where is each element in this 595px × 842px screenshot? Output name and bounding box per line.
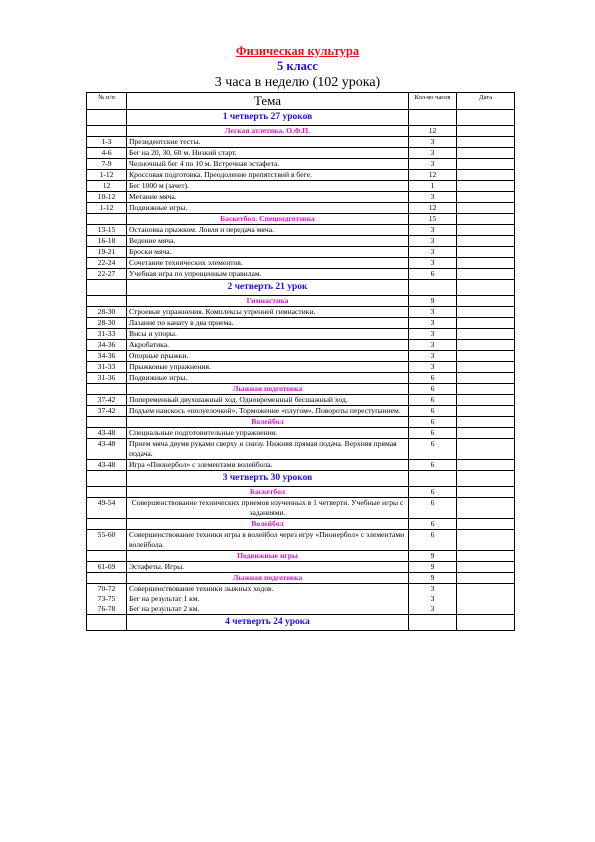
num-cell: 1-3 xyxy=(87,137,127,148)
table-row xyxy=(87,247,515,258)
date-cell xyxy=(457,439,515,460)
section-row xyxy=(87,417,515,428)
header-qty: Кол-во часов xyxy=(409,93,457,110)
table-row xyxy=(87,460,515,471)
header-date: Дата xyxy=(457,93,515,110)
num-cell xyxy=(87,471,127,487)
num-cell xyxy=(87,519,127,530)
qty-cell: 12 xyxy=(409,203,457,214)
num-cell: 4-6 xyxy=(87,148,127,159)
date-cell xyxy=(457,487,515,498)
table-row xyxy=(87,258,515,269)
qty-cell: 6 xyxy=(409,460,457,471)
topic-cell: Акробатика. xyxy=(127,340,409,351)
date-cell xyxy=(457,373,515,384)
qty-cell: 6 xyxy=(409,439,457,460)
lesson-topic: Совершенствование техники лыжных ходов. xyxy=(129,584,274,593)
date-cell xyxy=(457,307,515,318)
qty-cell: 9 xyxy=(409,551,457,562)
table-row xyxy=(87,181,515,192)
num-cell: 28-30 xyxy=(87,307,127,318)
table-row xyxy=(87,159,515,170)
qty-cell xyxy=(409,110,457,126)
date-cell xyxy=(457,296,515,307)
table-row xyxy=(87,203,515,214)
qty-cell: 6 xyxy=(409,269,457,280)
topic-cell: Ведение мяча. xyxy=(127,236,409,247)
date-cell xyxy=(457,471,515,487)
topic-cell: Метание мяча. xyxy=(127,192,409,203)
qty-cell: 6 xyxy=(409,498,457,519)
date-cell xyxy=(457,214,515,225)
num-cell: 16-18 xyxy=(87,236,127,247)
date-cell xyxy=(457,530,515,551)
topic-cell: Президентские тесты. xyxy=(127,137,409,148)
qty-cell: 6 xyxy=(409,417,457,428)
section-row xyxy=(87,384,515,395)
qty-cell: 3 xyxy=(409,329,457,340)
topic-cell: Остановка прыжком. Ловля и передача мяча. xyxy=(127,225,409,236)
date-cell xyxy=(457,247,515,258)
qty-cell: 6 xyxy=(409,384,457,395)
qty-cell: 3 xyxy=(409,236,457,247)
table-row xyxy=(87,584,515,615)
qty-cell xyxy=(409,584,457,615)
qty-cell: 15 xyxy=(409,214,457,225)
lesson-plan-table xyxy=(86,92,515,631)
num-cell xyxy=(87,126,127,137)
qty-cell: 9 xyxy=(409,573,457,584)
num-cell: 31-36 xyxy=(87,373,127,384)
qty-cell: 6 xyxy=(409,519,457,530)
subject-title: Физическая культура xyxy=(235,44,360,58)
num-cell: 7-9 xyxy=(87,159,127,170)
table-row xyxy=(87,498,515,519)
num-cell: 43-48 xyxy=(87,460,127,471)
section-row xyxy=(87,551,515,562)
num-cell xyxy=(87,214,127,225)
date-cell xyxy=(457,395,515,406)
qty-cell: 3 xyxy=(409,258,457,269)
quarter-row xyxy=(87,110,515,126)
topic-cell: Бег 1000 м (зачет). xyxy=(127,181,409,192)
table-row xyxy=(87,307,515,318)
num-cell: 13-15 xyxy=(87,225,127,236)
table-row xyxy=(87,428,515,439)
table-row xyxy=(87,148,515,159)
date-cell xyxy=(457,384,515,395)
qty-cell xyxy=(409,615,457,631)
date-cell xyxy=(457,148,515,159)
quarter-row xyxy=(87,615,515,631)
quarter-row xyxy=(87,280,515,296)
date-cell xyxy=(457,110,515,126)
num-cell: 19-21 xyxy=(87,247,127,258)
table-row xyxy=(87,318,515,329)
date-cell xyxy=(457,225,515,236)
num-cell: 34-36 xyxy=(87,340,127,351)
num-cell: 43-48 xyxy=(87,428,127,439)
num-cell: 55-60 xyxy=(87,530,127,551)
num-cell: 31-33 xyxy=(87,329,127,340)
section-title: Волейбол xyxy=(127,417,409,428)
table-row xyxy=(87,236,515,247)
topic-cell: Челночный бег 4 по 10 м. Встречная эстафета. xyxy=(127,159,409,170)
qty-cell: 9 xyxy=(409,296,457,307)
date-cell xyxy=(457,269,515,280)
qty-cell: 6 xyxy=(409,530,457,551)
table-row xyxy=(87,137,515,148)
topic-cell: Попеременный двухшажный ход. Одновременный бесшажный ход. xyxy=(127,395,409,406)
topic-cell: Подвижные игры. xyxy=(127,373,409,384)
table-row xyxy=(87,362,515,373)
num-cell: 37-42 xyxy=(87,406,127,417)
qty-cell: 3 xyxy=(409,340,457,351)
topic-cell xyxy=(127,584,409,615)
table-row xyxy=(87,269,515,280)
topic-cell: Прием мяча двумя руками сверху и снизу. Нижняя прямая подача. Верхняя прямая подача. xyxy=(127,439,409,460)
num-cell xyxy=(87,417,127,428)
qty-cell: 3 xyxy=(409,247,457,258)
date-cell xyxy=(457,181,515,192)
qty-cell xyxy=(409,280,457,296)
date-cell xyxy=(457,406,515,417)
qty-cell: 6 xyxy=(409,487,457,498)
num-cell: 10-12 xyxy=(87,192,127,203)
lesson-qty: 3 xyxy=(430,584,435,593)
qty-cell: 3 xyxy=(409,137,457,148)
section-title: Подвижные игры xyxy=(127,551,409,562)
num-cell xyxy=(87,584,127,615)
num-cell: 22-24 xyxy=(87,258,127,269)
quarter-title: 1 четверть 27 уроков xyxy=(127,110,409,126)
date-cell xyxy=(457,615,515,631)
qty-cell: 3 xyxy=(409,362,457,373)
section-title: Лыжная подготовка xyxy=(127,384,409,395)
topic-cell: Эстафеты. Игры. xyxy=(127,562,409,573)
section-title: Гимнастика xyxy=(127,296,409,307)
table-row xyxy=(87,329,515,340)
date-cell xyxy=(457,280,515,296)
qty-cell: 3 xyxy=(409,318,457,329)
table-head xyxy=(87,93,515,110)
date-cell xyxy=(457,340,515,351)
topic-cell: Подвижные игры. xyxy=(127,203,409,214)
date-cell xyxy=(457,562,515,573)
date-cell xyxy=(457,362,515,373)
section-title: Баскетбол xyxy=(127,487,409,498)
date-cell xyxy=(457,192,515,203)
topic-cell: Специальные подготовительные упражнения. xyxy=(127,428,409,439)
lesson-qty: 3 xyxy=(430,604,435,613)
lesson-topic: Бег на результат 2 км. xyxy=(129,604,200,613)
topic-cell: Лазание по канату в два приема. xyxy=(127,318,409,329)
qty-cell: 6 xyxy=(409,406,457,417)
qty-cell: 6 xyxy=(409,373,457,384)
table-row xyxy=(87,439,515,460)
table-body xyxy=(87,110,515,631)
qty-cell xyxy=(409,471,457,487)
topic-cell: Сочетание технических элементов. xyxy=(127,258,409,269)
topic-cell: Опорные прыжки. xyxy=(127,351,409,362)
quarter-title: 4 четверть 24 урока xyxy=(127,615,409,631)
lesson-num: 73-75 xyxy=(97,594,116,603)
date-cell xyxy=(457,170,515,181)
topic-cell: Кроссовая подготовка. Преодоление препятствий в беге. xyxy=(127,170,409,181)
num-cell xyxy=(87,280,127,296)
lesson-num: 70-72 xyxy=(97,584,116,593)
section-row xyxy=(87,126,515,137)
quarter-title: 2 четверть 21 урок xyxy=(127,280,409,296)
topic-cell: Учебная игра по упрощенным правилам. xyxy=(127,269,409,280)
qty-cell: 3 xyxy=(409,351,457,362)
num-cell: 1-12 xyxy=(87,170,127,181)
topic-cell: Подъем наискось «полуелочкой». Торможение «плугом». Повороты переступанием. xyxy=(127,406,409,417)
table-row xyxy=(87,406,515,417)
date-cell xyxy=(457,573,515,584)
num-cell: 28-30 xyxy=(87,318,127,329)
date-cell xyxy=(457,126,515,137)
qty-cell: 6 xyxy=(409,428,457,439)
num-cell: 61-69 xyxy=(87,562,127,573)
num-cell xyxy=(87,110,127,126)
date-cell xyxy=(457,519,515,530)
qty-cell: 12 xyxy=(409,170,457,181)
qty-cell: 6 xyxy=(409,395,457,406)
topic-cell: Висы и упоры. xyxy=(127,329,409,340)
section-title: Легкая атлетика. О.Ф.П. xyxy=(127,126,409,137)
section-row xyxy=(87,573,515,584)
date-cell xyxy=(457,428,515,439)
topic-cell: Строевые упражнения. Комплексы утренней гимнастики. xyxy=(127,307,409,318)
date-cell xyxy=(457,417,515,428)
grade-title: 5 класс xyxy=(277,59,318,73)
header-topic: Тема xyxy=(127,93,409,110)
num-cell xyxy=(87,296,127,307)
date-cell xyxy=(457,318,515,329)
table-row xyxy=(87,170,515,181)
topic-cell: Бег на 20, 30, 60 м. Низкий старт. xyxy=(127,148,409,159)
quarter-row xyxy=(87,471,515,487)
date-cell xyxy=(457,460,515,471)
hours-title: 3 часа в неделю (102 урока) xyxy=(214,75,381,90)
topic-cell: Прыжковые упражнения. xyxy=(127,362,409,373)
section-title: Лыжная подготовка xyxy=(127,573,409,584)
num-cell: 12 xyxy=(87,181,127,192)
date-cell xyxy=(457,351,515,362)
lesson-topic: Бег на результат 1 км. xyxy=(129,594,200,603)
qty-cell: 1 xyxy=(409,181,457,192)
num-cell xyxy=(87,384,127,395)
table-row xyxy=(87,192,515,203)
num-cell: 22-27 xyxy=(87,269,127,280)
qty-cell: 3 xyxy=(409,307,457,318)
qty-cell: 3 xyxy=(409,192,457,203)
section-title: Волейбол xyxy=(127,519,409,530)
topic-cell: Совершенствование техники игры в волейбол через игру «Пионербол» с элементами волейбола. xyxy=(127,530,409,551)
num-cell: 37-42 xyxy=(87,395,127,406)
num-cell: 1-12 xyxy=(87,203,127,214)
table-row xyxy=(87,225,515,236)
qty-cell: 3 xyxy=(409,148,457,159)
num-cell: 43-48 xyxy=(87,439,127,460)
num-cell: 31-33 xyxy=(87,362,127,373)
table-row xyxy=(87,562,515,573)
date-cell xyxy=(457,584,515,615)
topic-cell: Броски мяча. xyxy=(127,247,409,258)
num-cell: 34-36 xyxy=(87,351,127,362)
quarter-title: 3 четверть 30 уроков xyxy=(127,471,409,487)
section-row xyxy=(87,214,515,225)
section-title: Баскетбол. Спецподготовка xyxy=(127,214,409,225)
qty-cell: 3 xyxy=(409,159,457,170)
num-cell xyxy=(87,573,127,584)
date-cell xyxy=(457,258,515,269)
table-row xyxy=(87,530,515,551)
qty-cell: 12 xyxy=(409,126,457,137)
section-row xyxy=(87,296,515,307)
lesson-qty: 3 xyxy=(430,594,435,603)
table-row xyxy=(87,395,515,406)
num-cell xyxy=(87,487,127,498)
header-num: № п/п xyxy=(87,93,127,110)
num-cell xyxy=(87,551,127,562)
qty-cell: 3 xyxy=(409,225,457,236)
date-cell xyxy=(457,203,515,214)
num-cell xyxy=(87,615,127,631)
topic-cell: Игра «Пионербол» с элементами волейбола. xyxy=(127,460,409,471)
section-row xyxy=(87,519,515,530)
table-row xyxy=(87,340,515,351)
table-row xyxy=(87,351,515,362)
table-row xyxy=(87,373,515,384)
num-cell: 49-54 xyxy=(87,498,127,519)
lesson-num: 76-78 xyxy=(97,604,116,613)
date-cell xyxy=(457,329,515,340)
section-row xyxy=(87,487,515,498)
date-cell xyxy=(457,551,515,562)
qty-cell: 9 xyxy=(409,562,457,573)
date-cell xyxy=(457,236,515,247)
topic-cell: Совершенствование технических приемов изученных в 1 четверти. Учебные игры с заданиями. xyxy=(127,498,409,519)
date-cell xyxy=(457,137,515,148)
date-cell xyxy=(457,498,515,519)
date-cell xyxy=(457,159,515,170)
